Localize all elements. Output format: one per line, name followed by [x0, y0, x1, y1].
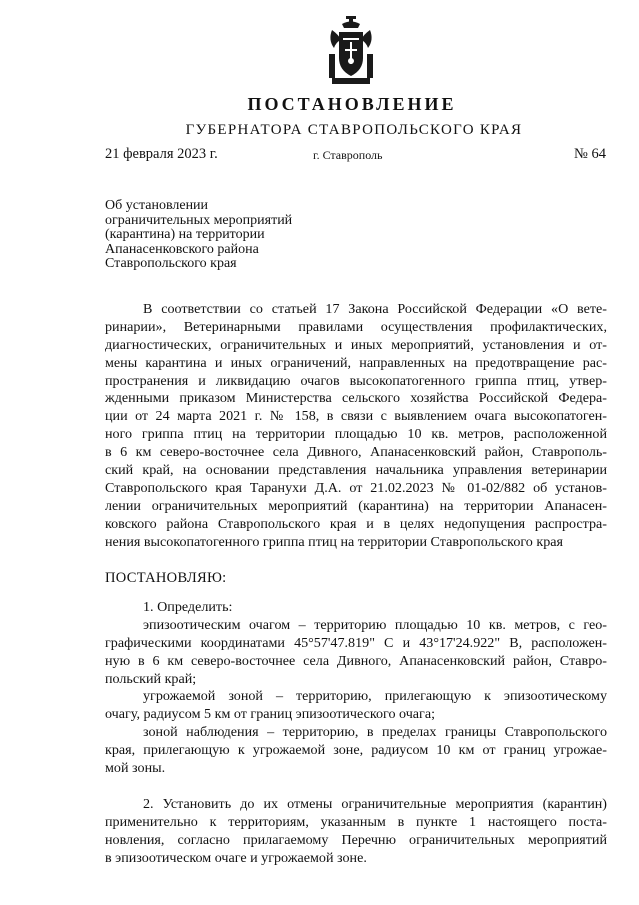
text-line: края, прилегающую к угрожаемой зоне, радиусом 10 км от границ угрожае- — [105, 742, 607, 759]
text-line: применительно к территориям, указанным в пункте 1 настоящего поста- — [105, 813, 607, 830]
text-line: ную в 6 км северо-восточнее села Дивного, Апанасенковский район, Ставро- — [105, 652, 607, 669]
document-number: № 64 — [574, 146, 606, 162]
text-line: угрожаемой зоной – территорию, прилегающую к эпизоотическому — [143, 688, 607, 705]
document-type-title: ПОСТАНОВЛЕНИЕ — [247, 94, 457, 114]
subject-line: Апанасенковского района — [105, 241, 259, 257]
text-line: 2. Установить до их отмены ограничительные мероприятия (карантин) — [143, 796, 607, 812]
text-line: ковского района Ставропольского края и в целях недопущения распростра- — [105, 515, 607, 532]
text-line: лении ограничительных мероприятий (карантина) на территории Апанасен- — [105, 497, 607, 514]
text-line: жденными приказом Министерства сельского хозяйства Российской Федера- — [105, 390, 607, 407]
text-line: очагу, радиусом 5 км от границ эпизоотического очага; — [105, 706, 435, 723]
text-line: пространения и ликвидацию очагов высокопатогенного гриппа птиц, утвер- — [105, 372, 607, 389]
text-line: мой зоны. — [105, 760, 166, 777]
item-1-paragraph — [105, 599, 607, 778]
text-line: эпизоотическим очагом – территорию площадью 10 кв. метров, с гео- — [143, 616, 607, 633]
subject-line: Ставропольского края — [105, 256, 237, 271]
text-line: мены карантина и иных ограничений, направленных на предотвращение рас- — [105, 354, 607, 371]
issuer-title: ГУБЕРНАТОРА СТАВРОПОЛЬСКОГО КРАЯ — [185, 122, 523, 138]
subject-line: ограничительных мероприятий — [105, 212, 293, 228]
text-line: Ставропольского края Таранухи Д.А. от 21.02.2023 № 01-02/882 об установ- — [105, 479, 607, 496]
document-date: 21 февраля 2023 г. — [105, 146, 218, 162]
text-line: ский край, на основании представления начальника управления ветеринарии — [105, 462, 607, 479]
coat-of-arms-icon — [326, 14, 376, 86]
text-line: ного гриппа птиц на территории площадью 10 кв. метров, расположенной — [105, 426, 607, 443]
text-line: графическими координатами 45°57'47.819" С и 43°17'24.922" В, расположен- — [105, 634, 607, 651]
text-line: новления, согласно прилагаемому Перечню ограничительных мероприятий — [105, 831, 607, 848]
text-line: 1. Определить: — [143, 599, 233, 615]
subject-block — [105, 199, 292, 272]
subject-line: Об установлении — [105, 198, 209, 213]
text-line: В соответствии со статьей 17 Закона Российской Федерации «О вете- — [143, 301, 607, 317]
item-2-paragraph — [105, 796, 607, 868]
text-line: диагностических, ограничительных и иных мероприятий, установления и от- — [105, 336, 607, 353]
subject-line: (карантина) на территории — [105, 227, 265, 242]
text-line: зоной наблюдения – территорию, в пределах границы Ставропольского — [143, 724, 607, 741]
decree-word: ПОСТАНОВЛЯЮ: — [105, 570, 227, 586]
text-line: нения высокопатогенного гриппа птиц на территории Ставропольского края — [105, 533, 563, 550]
text-line: польский край; — [105, 670, 197, 687]
text-line: в 6 км северо-восточнее села Дивного, Апанасенковский район, Ставрополь- — [105, 444, 607, 461]
text-line: ции от 24 марта 2021 г. № 158, в связи с выявлением очага высокопатоген- — [105, 408, 607, 425]
text-line: в эпизоотическом очаге и угрожаемой зоне. — [105, 849, 367, 866]
text-line: ринарии», Ветеринарными правилами осуществления профилактических, — [105, 318, 607, 335]
document-city: г. Ставрополь — [313, 148, 383, 162]
preamble-paragraph — [105, 301, 607, 551]
